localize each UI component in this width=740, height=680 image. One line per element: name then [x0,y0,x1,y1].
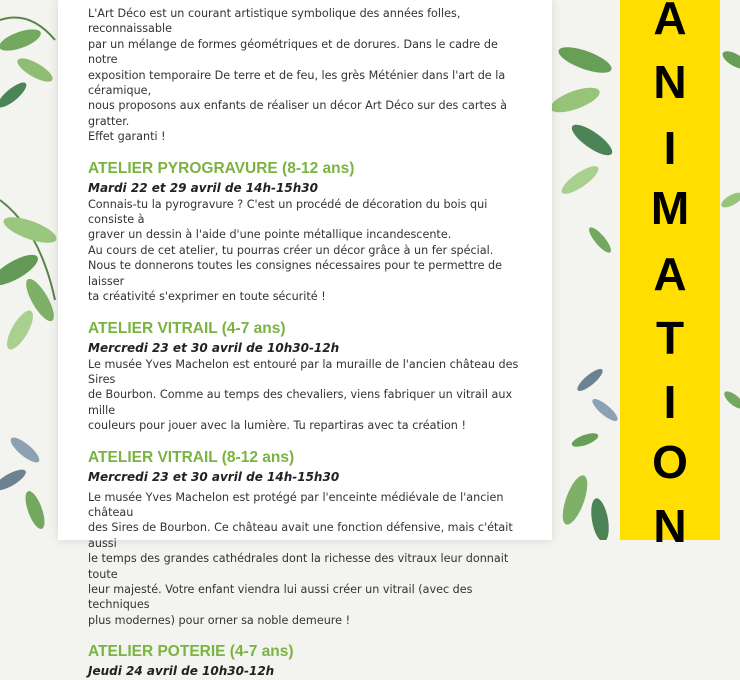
intro-line: nous proposons aux enfants de réaliser un décor Art Déco sur des cartes à gratter. [88,99,507,128]
body-line: de Bourbon. Comme au temps des chevaliers, viens fabriquer un vitrail aux mille [88,388,513,417]
section-date: Mercredi 23 et 30 avril de 10h30-12h [88,340,340,355]
body-line: couleurs pour jouer avec la lumière. Tu repartiras avec ta création ! [88,419,466,433]
flyer-content [88,6,528,680]
banner-letter: I [663,122,677,174]
intro-line: par un mélange de formes géométriques et de dorures. Dans le cadre de notre [88,37,498,67]
section-date: Mercredi 23 et 30 avril de 14h-15h30 [88,469,340,484]
section-title-vitrail-4-7: ATELIER VITRAIL (4-7 ans) [88,319,286,337]
section-body [88,490,528,629]
section-title-vitrail-8-12: ATELIER VITRAIL (8-12 ans) [88,448,295,466]
body-line: Le musée Yves Machelon est entouré par la muraille de l'ancien château des Sires [88,357,519,386]
section-date: Jeudi 24 avril de 10h30-12h [88,664,275,679]
body-line: le temps des grandes cathédrales dont la richesse des vitraux leur donnait toute [88,552,509,581]
intro-line: L'Art Déco est un courant artistique symbolique des années folles, reconnaissable [88,7,461,36]
body-line: Nous te donnerons toutes les consignes nécessaires pour te permettre de laisser [88,259,503,288]
section-body [88,357,528,434]
section-title-pyrogravure: ATELIER PYROGRAVURE (8-12 ans) [88,159,355,177]
body-line: graver un dessin à l'aide d'une pointe métallique incandescente. [88,228,452,242]
body-line: leur majesté. Votre enfant viendra lui aussi créer un vitrail (avec des techniques [88,582,473,612]
banner-letter: N [653,56,687,108]
banner-letter: A [653,248,687,300]
intro-line: Effet garanti ! [88,130,166,144]
body-line: plus modernes) pour orner sa noble demeure ! [88,613,351,627]
banner-letter: N [653,500,687,552]
body-line: ta créativité s'exprimer en toute sécurité ! [88,290,326,304]
banner-letter: M [650,182,690,234]
banner-letter: T [655,312,685,364]
body-line: Au cours de cet atelier, tu pourras créer un décor grâce à un fer spécial. [88,243,494,257]
banner-letter: A [653,0,687,44]
banner-letter: O [652,436,688,488]
body-line: Le musée Yves Machelon est protégé par l'enceinte médiévale de l'ancien château [88,490,504,519]
animation-banner [620,0,720,552]
section-body [88,197,528,305]
intro-line: exposition temporaire De terre et de feu, les grès Méténier dans l'art de la céramique, [88,68,506,98]
section-title-poterie: ATELIER POTERIE (4-7 ans) [88,643,294,661]
intro-text [88,6,528,145]
banner-letter: I [663,376,677,428]
body-line: Connais-tu la pyrogravure ? C'est un procédé de décoration du bois qui consiste à [88,197,488,227]
body-line: des Sires de Bourbon. Ce château avait une fonction défensive, mais c'était aussi [88,521,513,550]
section-date: Mardi 22 et 29 avril de 14h-15h30 [88,180,318,195]
